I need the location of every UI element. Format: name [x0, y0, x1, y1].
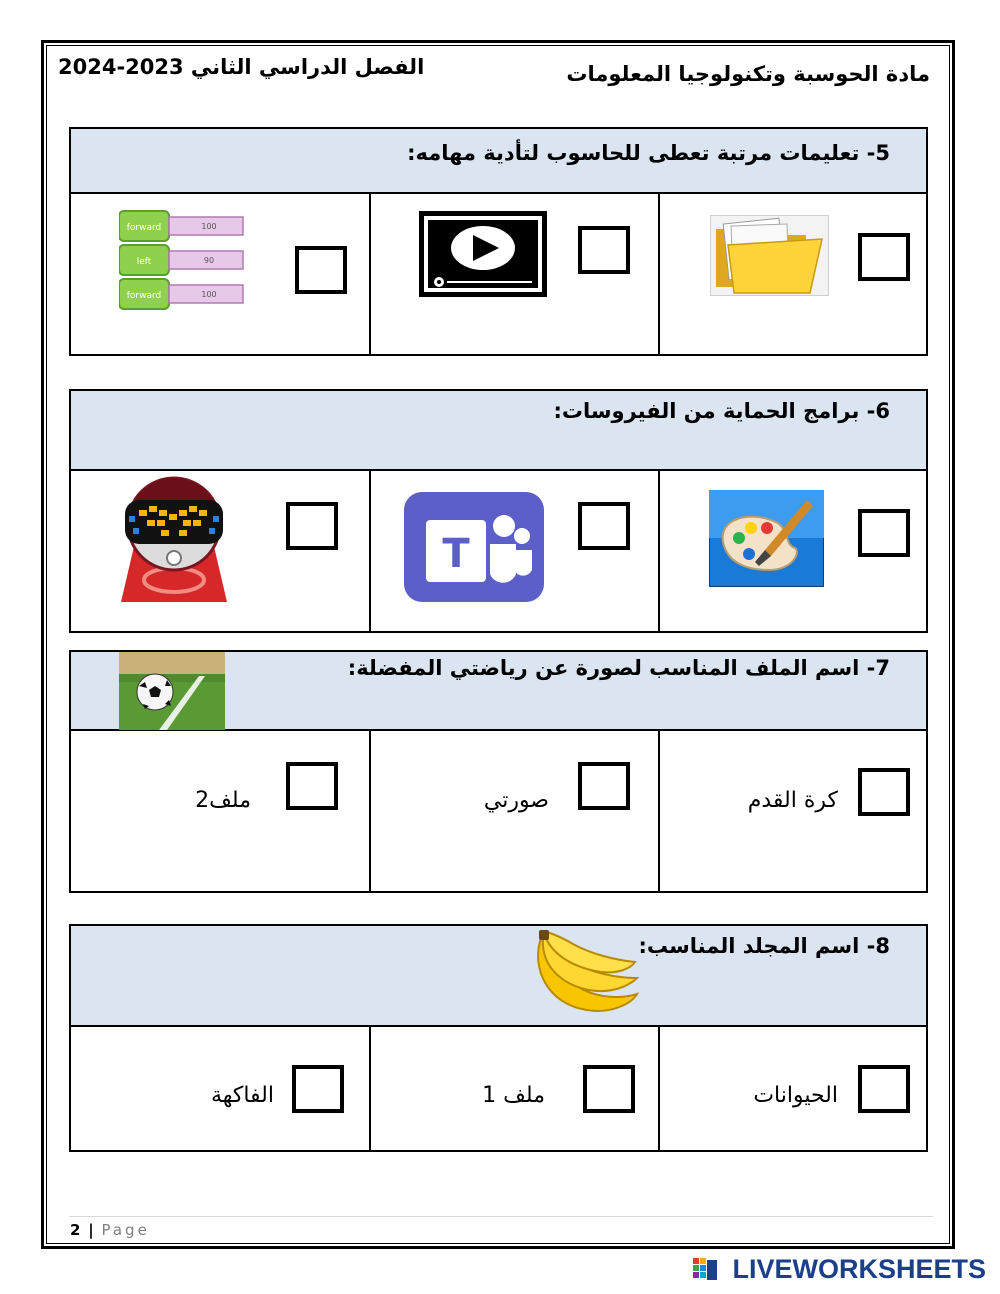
option-label: الحيوانات — [753, 1083, 838, 1108]
answer-checkbox[interactable] — [858, 509, 910, 557]
subject-title: مادة الحوسبة وتكنولوجيا المعلومات — [566, 62, 930, 86]
page-footer — [70, 1221, 150, 1239]
brand-name: LIVEWORKSHEETS — [732, 1254, 986, 1284]
option-label: ملف2 — [195, 788, 251, 813]
question-5-text: 5- تعليمات مرتبة تعطى للحاسوب لتأدية مهامه: — [407, 141, 890, 165]
option-cell — [71, 470, 371, 631]
option-label: صورتي — [483, 788, 549, 813]
page-number: 2 — [70, 1221, 81, 1239]
question-7-header — [69, 650, 928, 731]
question-6-options — [69, 470, 928, 633]
question-6-text: 6- برامج الحماية من الفيروسات: — [553, 399, 890, 423]
answer-checkbox[interactable] — [583, 1065, 635, 1113]
question-7-text: 7- اسم الملف المناسب لصورة عن رياضتي المفضلة: — [347, 656, 890, 680]
block-cmd: forward — [126, 223, 162, 233]
page-word: Page — [101, 1221, 150, 1239]
option-cell — [371, 193, 660, 354]
answer-checkbox[interactable] — [858, 768, 910, 816]
video-player-icon — [417, 209, 551, 305]
question-5-header — [69, 127, 928, 194]
question-8-header — [69, 924, 928, 1027]
option-label: كرة القدم — [747, 788, 838, 813]
answer-checkbox[interactable] — [578, 762, 630, 810]
folder-icon — [710, 215, 830, 301]
liveworksheets-logo-icon — [693, 1258, 719, 1286]
option-cell — [71, 730, 371, 891]
answer-checkbox[interactable] — [292, 1065, 344, 1113]
footer-divider — [69, 1216, 933, 1217]
block-cmd: forward — [126, 291, 162, 301]
option-label: الفاكهة — [210, 1083, 274, 1108]
code-blocks-icon — [119, 209, 247, 317]
answer-checkbox[interactable] — [858, 1065, 910, 1113]
robot-hero-icon — [117, 472, 231, 612]
answer-checkbox[interactable] — [295, 246, 347, 294]
semester-title: الفصل الدراسي الثاني 2023-2024 — [58, 55, 425, 79]
answer-checkbox[interactable] — [286, 502, 338, 550]
option-cell — [371, 1025, 660, 1150]
option-cell — [371, 470, 660, 631]
option-cell — [71, 193, 371, 354]
answer-checkbox[interactable] — [578, 502, 630, 550]
block-value: 100 — [201, 290, 217, 299]
option-cell — [660, 1025, 926, 1150]
question-5-options — [69, 193, 928, 356]
teams-letter: T — [442, 531, 470, 577]
question-6-header — [69, 389, 928, 471]
answer-checkbox[interactable] — [286, 762, 338, 810]
block-value: 90 — [203, 256, 215, 265]
footer-separator: | — [88, 1221, 94, 1239]
option-cell — [660, 193, 926, 354]
option-cell — [71, 1025, 371, 1150]
answer-checkbox[interactable] — [578, 226, 630, 274]
banana-icon — [527, 928, 641, 1022]
teams-icon — [404, 492, 544, 606]
question-8-options — [69, 1025, 928, 1152]
block-cmd: left — [136, 257, 152, 267]
paint-palette-icon — [709, 490, 824, 591]
block-value: 100 — [201, 222, 217, 231]
option-cell — [660, 470, 926, 631]
soccer-ball-icon — [119, 652, 225, 734]
question-8-text: 8- اسم المجلد المناسب: — [638, 934, 890, 958]
option-cell — [371, 730, 660, 891]
option-cell — [660, 730, 926, 891]
option-label: ملف 1 — [482, 1083, 545, 1108]
answer-checkbox[interactable] — [858, 233, 910, 281]
question-7-options — [69, 730, 928, 893]
